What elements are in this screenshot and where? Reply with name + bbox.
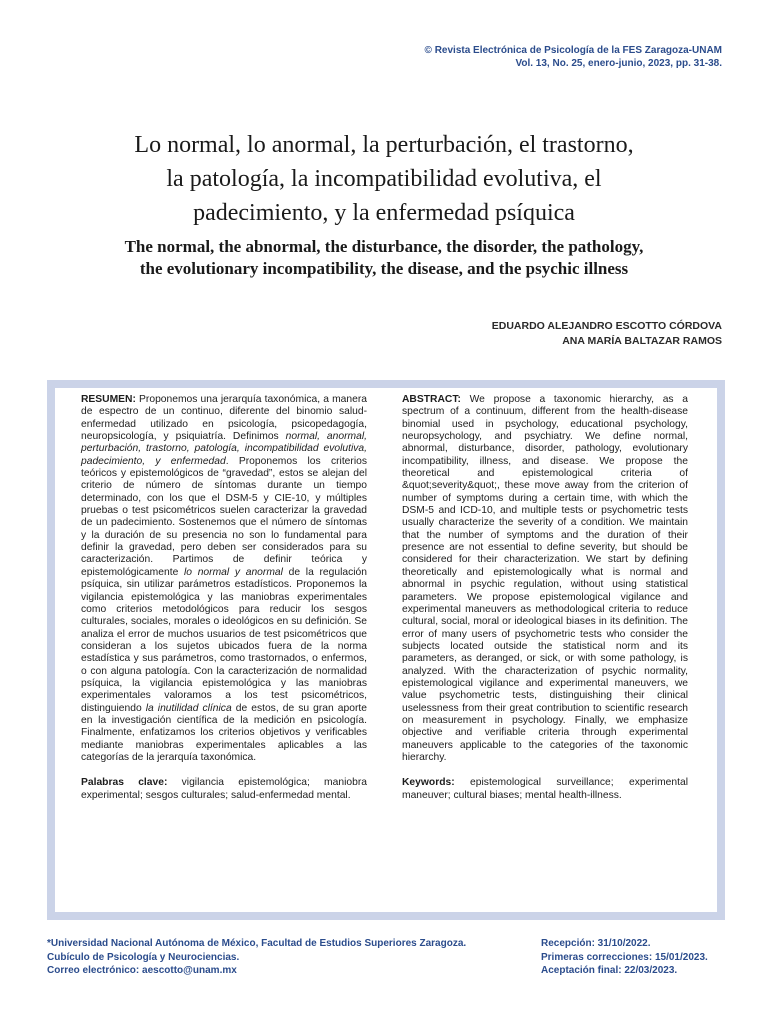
keywords-label: Keywords:: [402, 777, 455, 789]
abstract-paragraph: [402, 394, 688, 764]
title-english: [34, 236, 734, 280]
affiliation-line: *Universidad Nacional Autónoma de México, Facultad de Estudios Superiores Zaragoza.: [47, 938, 467, 949]
palabras-clave-label: Palabras clave:: [81, 777, 168, 789]
abstract-text: We propose a taxonomic hierarchy, as a spectrum of a continuum, different from the health-disease binomial used in psychology, educational psychology, neuropsychology, and psychiatry. We define normal, abnormal, disturbance, disorder, pathology, evolutionary incompatibility, illness, and disease. We propose the theoretical and epistemological criteria of &quot;severity&quot;, these move away from the criterion of number of symptoms during a certain time, with which the DSM-5 and ICD-10, and multiple tests or psychometric tests usually characterize the severity of a condition. We maintain that the number of symptoms and the duration of their presence are not essential to define severity, but should be considered for their characterization. We start by defining theoretically and epistemologically what is normal and abnormal in psychic regulation, without using statistical parameters. We propose epistemological vigilance and experimental maneuvers as methodological criteria to reduce cultural, social, moral or ideological biases in its definition. The error of many users of psychometric tests who consider the subjects located outside the statistical norm and its parameters, as deranged, or sick, or with some pathology, is analyzed. With the characterization of psychic normality, epistemological vigilance and experimental maneuvers, we value psychometric tests, distinguishing their clinical uselessness from their great contribution to scientific research on measurement in psychology. Finally, we emphasize objective and verifiable criteria through experimental maneuvers applicable to the categories of the taxonomic hierarchy.: [402, 394, 688, 763]
title-english-line1: The normal, the abnormal, the disturbance, the disorder, the pathology,: [124, 237, 644, 256]
abstract-box-inner: [55, 388, 717, 912]
footer-dates: [541, 937, 708, 978]
title-spanish-line1: Lo normal, lo anormal, la perturbación, el trastorno,: [134, 132, 634, 158]
keywords: [402, 777, 688, 802]
author-1: EDUARDO ALEJANDRO ESCOTTO CÓRDOVA: [491, 320, 722, 332]
title-spanish-line2: la patología, la incompatibilidad evolutiva, el: [166, 166, 602, 192]
journal-name: © Revista Electrónica de Psicología de la FES Zaragoza-UNAM: [424, 45, 722, 56]
resumen-text-4: de estos, de su gran aporte en la investigación científica de la medición en psicología. Finalmente, enfatizamos los criterios objetivos y verificables mediante maniobras experimentales aplicables a las categorías de la jerarquía taxonómica.: [81, 702, 367, 763]
abstract-column: [402, 394, 688, 802]
correcciones-date: Primeras correcciones: 15/01/2023.: [541, 951, 708, 963]
resumen-column: [81, 394, 367, 802]
cubiculo-line: Cubículo de Psicología y Neurociencias.: [47, 951, 240, 963]
palabras-clave-text: vigilancia epistemológica; maniobra experimental; sesgos culturales; salud-enfermedad mental.: [81, 777, 367, 801]
author-2: ANA MARÍA BALTAZAR RAMOS: [562, 335, 722, 347]
palabras-clave: [81, 777, 367, 802]
resumen-italic-3: la inutilidad clínica: [145, 702, 232, 714]
resumen-italic-1: normal, anormal, perturbación, trastorno, patología, incompatibilidad evolutiva, padecimiento, y enfermedad: [81, 431, 367, 467]
abstract-label: ABSTRACT:: [402, 394, 461, 405]
resumen-text-2: . Proponemos los criterios teóricos y epistemológicos de “gravedad”, estos se alejan del criterio de número de síntomas durante un tiempo determinado, con los que el DSM-5 y CIE-10, y múltiples pruebas o test psicométricos suelen caracterizar la gravedad de un padecimiento. Sostenemos que el número de síntomas y la duración de su presencia no son lo fundamental para definir la gravedad, pero deben ser considerados para su caracterización. Partimos de definir teórica y epistemológicamente: [81, 455, 367, 578]
resumen-label: RESUMEN:: [81, 394, 136, 405]
journal-header: [425, 44, 722, 70]
authors: [492, 319, 722, 349]
title-spanish: [34, 128, 734, 230]
resumen-text-3: de la regulación psíquica, sin utilizar parámetros estadísticos. Proponemos la vigilancia epistemológica y las maniobras experimentales como criterios metodológicos para reducir los sesgos culturales, sociales, morales o ideológicos en su definición. Se analiza el error de muchos usuarios de test psicométricos que consideran a los sujetos ubicados fuera de la norma estadística y sus parámetros, como trastornados, o enfermos, o con alguna patología. Con la caracterización de normalidad psíquica, la vigilancia epistemológica y las maniobras experimentales valoramos a los test psicométricos, distinguiendo: [81, 566, 368, 714]
resumen-italic-2: lo normal y anormal: [184, 566, 283, 578]
abstract-box: [47, 380, 725, 920]
journal-volume: Vol. 13, No. 25, enero-junio, 2023, pp. 31-38.: [515, 58, 722, 69]
resumen-text-1: Proponemos una jerarquía taxonómica, a manera de espectro de un continuo, diferente del binomio salud-enfermedad utilizado en psicología, psicopedagogía, neuropsicología, y psiquiatría. Definimos: [81, 394, 367, 443]
resumen-paragraph: [81, 394, 367, 764]
keywords-text: epistemological surveillance; experimental maneuver; cultural biases; mental health-illness.: [402, 777, 688, 801]
aceptacion-date: Aceptación final: 22/03/2023.: [541, 965, 678, 976]
footer-affiliation: [47, 937, 466, 978]
recepcion-date: Recepción: 31/10/2022.: [541, 938, 651, 949]
email-line: Correo electrónico: aescotto@unam.mx: [47, 965, 237, 976]
title-spanish-line3: padecimiento, y la enfermedad psíquica: [193, 200, 575, 226]
title-english-line2: the evolutionary incompatibility, the disease, and the psychic illness: [139, 259, 629, 278]
